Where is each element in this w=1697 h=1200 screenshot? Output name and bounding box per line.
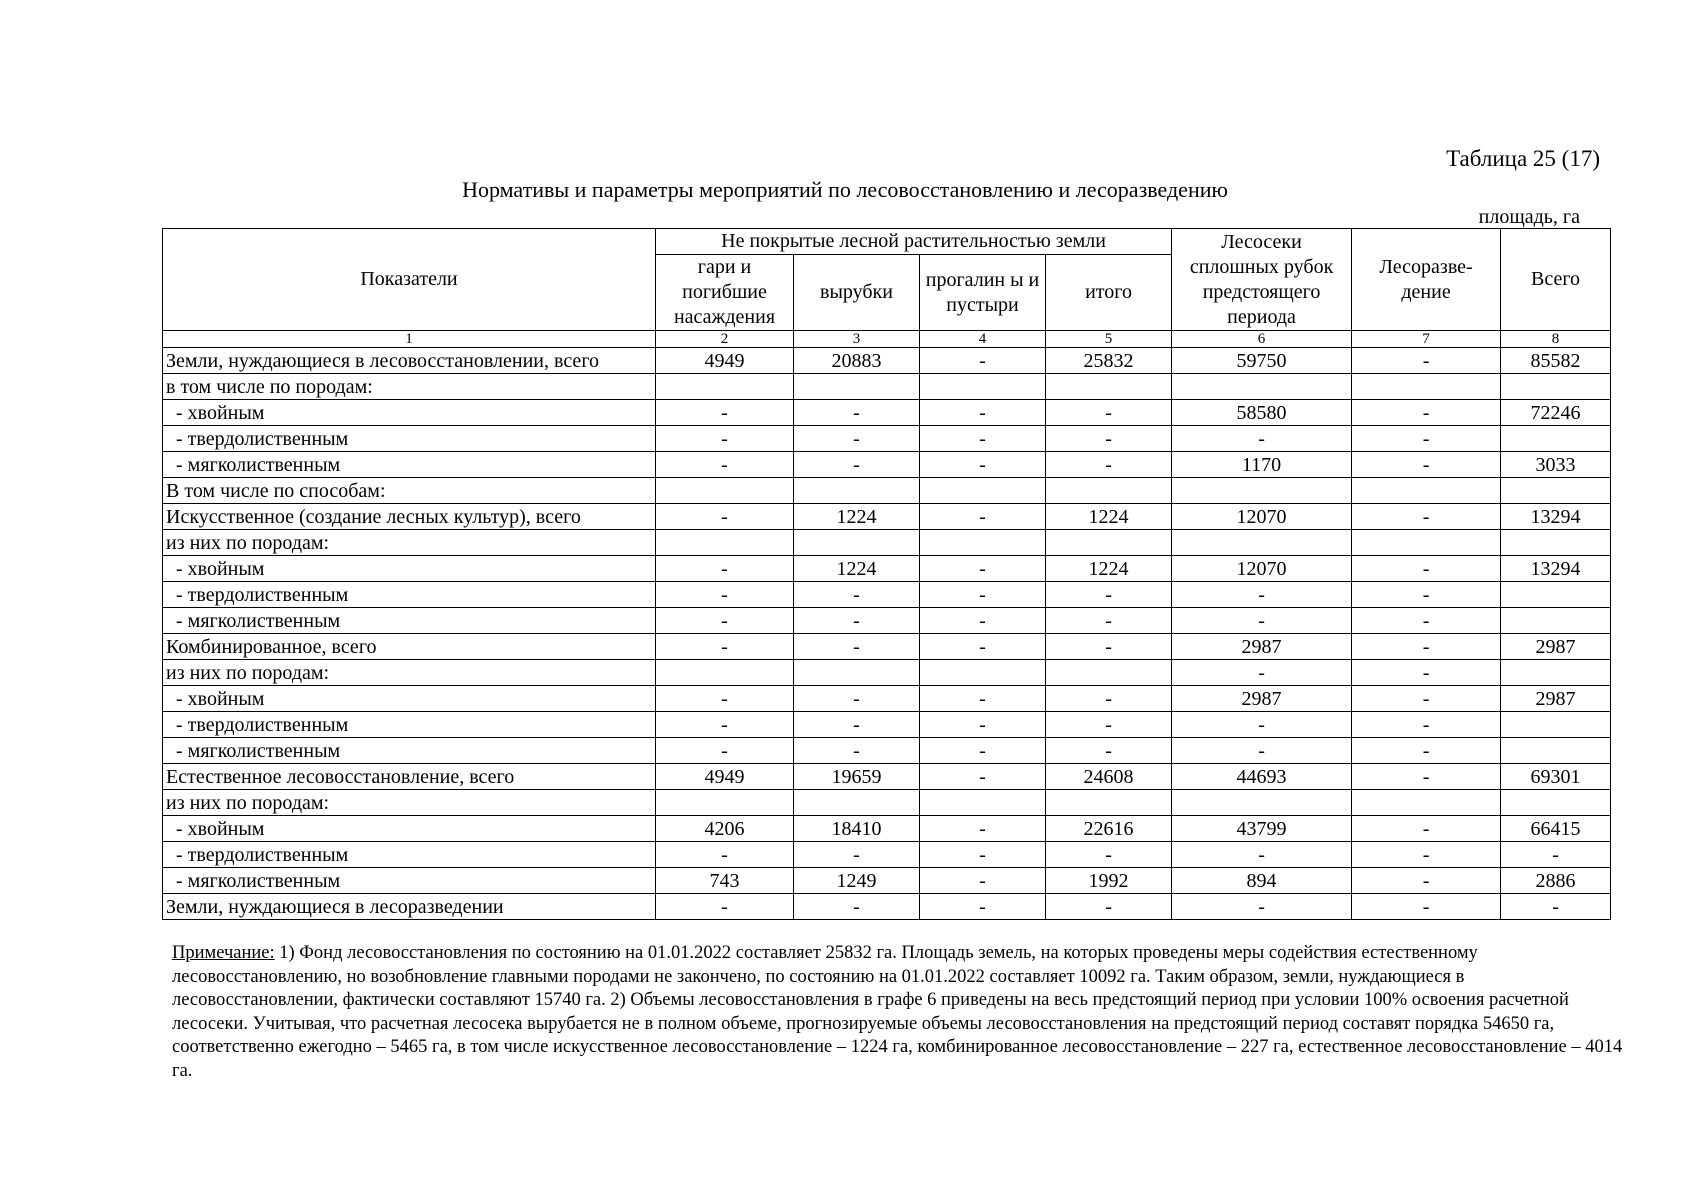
table-cell: -: [656, 608, 794, 634]
table-cell: 58580: [1172, 400, 1352, 426]
table-row: [163, 400, 1611, 426]
table-cell: [794, 478, 920, 504]
table-cell: -: [1352, 400, 1501, 426]
table-row: [163, 530, 1611, 556]
row-label: Земли, нуждающиеся в лесоразведении: [163, 894, 656, 920]
table-body: [163, 348, 1611, 920]
table-cell: -: [1352, 608, 1501, 634]
column-number-cell: 8: [1501, 331, 1611, 348]
table-cell: -: [656, 426, 794, 452]
table-row: [163, 686, 1611, 712]
table-cell: 2987: [1172, 634, 1352, 660]
table-cell: -: [1046, 452, 1172, 478]
table-cell: -: [794, 738, 920, 764]
table-cell: -: [656, 686, 794, 712]
table-row: [163, 764, 1611, 790]
table-cell: 1224: [1046, 556, 1172, 582]
table-cell: 2987: [1501, 686, 1611, 712]
header-subtotal: итого: [1046, 255, 1172, 331]
table-cell: -: [920, 400, 1046, 426]
table-cell: -: [920, 556, 1046, 582]
table-cell: 2987: [1501, 634, 1611, 660]
table-cell: -: [1501, 842, 1611, 868]
table-cell: -: [794, 712, 920, 738]
table-cell: [1172, 530, 1352, 556]
table-cell: [656, 478, 794, 504]
table-cell: -: [1352, 842, 1501, 868]
table-cell: -: [920, 426, 1046, 452]
table-cell: -: [1046, 582, 1172, 608]
table-cell: [656, 790, 794, 816]
header-total: Всего: [1501, 229, 1611, 331]
table-cell: 4949: [656, 764, 794, 790]
table-cell: [920, 374, 1046, 400]
table-cell: 894: [1172, 868, 1352, 894]
table-cell: -: [1352, 556, 1501, 582]
table-cell: -: [920, 634, 1046, 660]
row-label: - мягколиственным: [163, 452, 656, 478]
table-cell: [1501, 712, 1611, 738]
table-cell: 1170: [1172, 452, 1352, 478]
column-number-cell: 2: [656, 331, 794, 348]
row-label: - мягколиственным: [163, 608, 656, 634]
table-cell: [1501, 582, 1611, 608]
table-cell: 13294: [1501, 556, 1611, 582]
table-cell: 1249: [794, 868, 920, 894]
table-row: [163, 790, 1611, 816]
header-indicators: Показатели: [163, 229, 656, 331]
table-cell: [656, 530, 794, 556]
table-row: [163, 842, 1611, 868]
table-cell: -: [920, 504, 1046, 530]
row-label: - хвойным: [163, 816, 656, 842]
table-cell: 22616: [1046, 816, 1172, 842]
norms-table: [162, 228, 1611, 920]
table-cell: -: [1172, 738, 1352, 764]
table-cell: -: [656, 504, 794, 530]
table-row: [163, 712, 1611, 738]
table-cell: -: [920, 582, 1046, 608]
table-row: [163, 504, 1611, 530]
table-row: [163, 608, 1611, 634]
table-cell: -: [1046, 738, 1172, 764]
table-cell: -: [920, 816, 1046, 842]
table-row: [163, 894, 1611, 920]
table-cell: -: [1172, 660, 1352, 686]
table-cell: [794, 530, 920, 556]
row-label: из них по породам:: [163, 530, 656, 556]
table-cell: -: [1046, 686, 1172, 712]
table-cell: 59750: [1172, 348, 1352, 374]
table-cell: -: [656, 894, 794, 920]
table-row: [163, 634, 1611, 660]
table-cell: -: [656, 738, 794, 764]
table-cell: -: [656, 556, 794, 582]
table-cell: 43799: [1172, 816, 1352, 842]
header-glades: прогалин ы и пустыри: [920, 255, 1046, 331]
table-cell: -: [1352, 686, 1501, 712]
table-cell: [1501, 426, 1611, 452]
table-cell: [1046, 790, 1172, 816]
column-number-cell: 5: [1046, 331, 1172, 348]
footnote-text: 1) Фонд лесовосстановления по состоянию на 01.01.2022 составляет 25832 га. Площадь земель, на которых проведены меры содействия естественному лесовосстановлению, но возобновление главными породами не закончено, по состоянию на 01.01.2022 составляет 10092 га. Таким образом, земли, нуждающиеся в лесовосстановлении, фактически составляют 15740 га. 2) Объемы лесовосстановления в графе 6 приведены на весь предстоящий период при условии 100% освоения расчетной лесосеки. Учитывая, что расчетная лесосека вырубается не в полном объеме, прогнозируемые объемы лесовосстановления на предстоящий период составят порядка 54650 га, соответственно ежегодно – 5465 га, в том числе искусственное лесовосстановление – 1224 га, комбинированное лесовосстановление – 227 га, естественное лесовосстановление – 4014 га.: [172, 943, 1623, 1081]
table-cell: -: [794, 426, 920, 452]
table-cell: [794, 660, 920, 686]
table-cell: 1224: [1046, 504, 1172, 530]
table-cell: [920, 660, 1046, 686]
row-label: из них по породам:: [163, 790, 656, 816]
table-cell: [656, 660, 794, 686]
table-cell: [794, 374, 920, 400]
table-cell: -: [1046, 426, 1172, 452]
table-row: [163, 374, 1611, 400]
table-row: [163, 660, 1611, 686]
table-cell: -: [794, 608, 920, 634]
table-cell: 66415: [1501, 816, 1611, 842]
table-cell: -: [1172, 842, 1352, 868]
table-cell: 743: [656, 868, 794, 894]
row-label: - твердолиственным: [163, 426, 656, 452]
table-cell: -: [1172, 608, 1352, 634]
table-title: Нормативы и параметры мероприятий по лесовосстановлению и лесоразведению: [462, 177, 1228, 202]
header-afforestation: Лесоразве-дение: [1352, 229, 1501, 331]
table-cell: 69301: [1501, 764, 1611, 790]
table-cell: [1501, 790, 1611, 816]
row-label: Комбинированное, всего: [163, 634, 656, 660]
table-cell: 2886: [1501, 868, 1611, 894]
table-cell: [920, 790, 1046, 816]
table-cell: [1046, 660, 1172, 686]
table-cell: [1501, 660, 1611, 686]
table-row: [163, 452, 1611, 478]
row-label: В том числе по способам:: [163, 478, 656, 504]
table-cell: -: [1046, 634, 1172, 660]
table-cell: -: [920, 868, 1046, 894]
table-cell: -: [656, 400, 794, 426]
table-cell: -: [1172, 712, 1352, 738]
table-cell: 72246: [1501, 400, 1611, 426]
table-row: [163, 738, 1611, 764]
row-label: - твердолиственным: [163, 712, 656, 738]
table-cell: [1501, 374, 1611, 400]
table-cell: 4949: [656, 348, 794, 374]
table-cell: 25832: [1046, 348, 1172, 374]
table-cell: -: [1172, 426, 1352, 452]
table-row: [163, 348, 1611, 374]
table-cell: -: [1046, 400, 1172, 426]
table-cell: -: [1046, 842, 1172, 868]
row-label: Искусственное (создание лесных культур), всего: [163, 504, 656, 530]
table-cell: 24608: [1046, 764, 1172, 790]
table-cell: -: [794, 582, 920, 608]
table-cell: [794, 790, 920, 816]
table-row: [163, 816, 1611, 842]
table-cell: [1046, 530, 1172, 556]
table-cell: -: [794, 400, 920, 426]
table-cell: 1224: [794, 556, 920, 582]
table-cell: 19659: [794, 764, 920, 790]
table-cell: 2987: [1172, 686, 1352, 712]
column-number-cell: 3: [794, 331, 920, 348]
table-cell: [920, 478, 1046, 504]
table-cell: [1172, 478, 1352, 504]
table-cell: -: [920, 686, 1046, 712]
table-cell: -: [1501, 894, 1611, 920]
row-label: - твердолиственным: [163, 582, 656, 608]
table-cell: -: [794, 634, 920, 660]
column-number-cell: 7: [1352, 331, 1501, 348]
table-cell: 3033: [1501, 452, 1611, 478]
table-cell: -: [1352, 816, 1501, 842]
table-cell: [1046, 374, 1172, 400]
table-cell: -: [1046, 608, 1172, 634]
table-cell: -: [1046, 894, 1172, 920]
table-cell: -: [794, 842, 920, 868]
table-cell: -: [794, 452, 920, 478]
table-cell: -: [1352, 426, 1501, 452]
table-cell: 20883: [794, 348, 920, 374]
row-label: в том числе по породам:: [163, 374, 656, 400]
row-label: из них по породам:: [163, 660, 656, 686]
row-label: - твердолиственным: [163, 842, 656, 868]
table-cell: [1172, 374, 1352, 400]
table-cell: -: [1046, 712, 1172, 738]
column-number-cell: 6: [1172, 331, 1352, 348]
header-group-uncovered-lands: Не покрытые лесной растительностью земли: [656, 229, 1172, 255]
table-cell: -: [920, 712, 1046, 738]
table-cell: -: [1352, 634, 1501, 660]
footnote: [172, 942, 1630, 1083]
table-cell: -: [656, 842, 794, 868]
table-cell: -: [1352, 712, 1501, 738]
table-cell: [1352, 478, 1501, 504]
table-cell: -: [1352, 868, 1501, 894]
table-cell: [1352, 790, 1501, 816]
table-cell: -: [1172, 582, 1352, 608]
table-cell: 44693: [1172, 764, 1352, 790]
table-cell: [1501, 478, 1611, 504]
table-cell: -: [794, 686, 920, 712]
row-label: - хвойным: [163, 400, 656, 426]
table-cell: 1992: [1046, 868, 1172, 894]
table-cell: 18410: [794, 816, 920, 842]
table-cell: -: [1352, 582, 1501, 608]
table-cell: -: [920, 608, 1046, 634]
table-cell: -: [920, 738, 1046, 764]
table-cell: -: [1352, 764, 1501, 790]
table-cell: 85582: [1501, 348, 1611, 374]
row-label: - хвойным: [163, 686, 656, 712]
table-row: [163, 582, 1611, 608]
table-number-label: Таблица 25 (17): [1446, 146, 1600, 171]
column-number-row: [163, 331, 1611, 348]
table-cell: [656, 374, 794, 400]
column-number-cell: 4: [920, 331, 1046, 348]
table-cell: [1501, 738, 1611, 764]
table-row: [163, 478, 1611, 504]
table-row: [163, 868, 1611, 894]
table-cell: -: [920, 842, 1046, 868]
table-cell: -: [656, 452, 794, 478]
table-cell: [1046, 478, 1172, 504]
table-cell: -: [794, 894, 920, 920]
row-label: Естественное лесовосстановление, всего: [163, 764, 656, 790]
table-cell: -: [656, 582, 794, 608]
table-cell: -: [1352, 452, 1501, 478]
table-cell: 1224: [794, 504, 920, 530]
table-cell: [1172, 790, 1352, 816]
table-cell: -: [1172, 894, 1352, 920]
table-cell: 4206: [656, 816, 794, 842]
table-cell: 13294: [1501, 504, 1611, 530]
table-cell: [1352, 374, 1501, 400]
table-cell: -: [920, 764, 1046, 790]
header-cuttings: вырубки: [794, 255, 920, 331]
row-label: Земли, нуждающиеся в лесовосстановлении, всего: [163, 348, 656, 374]
unit-label: площадь, га: [1478, 206, 1580, 228]
header-burned-areas: гари и погибшие насаждения: [656, 255, 794, 331]
footnote-prefix: Примечание:: [172, 943, 275, 963]
table-cell: -: [1352, 894, 1501, 920]
header-clearcut-areas: Лесосеки сплошных рубок предстоящего периода: [1172, 229, 1352, 331]
table-cell: -: [1352, 348, 1501, 374]
table-row: [163, 556, 1611, 582]
table-cell: -: [656, 634, 794, 660]
table-cell: [1352, 530, 1501, 556]
table-cell: -: [1352, 738, 1501, 764]
table-cell: [1501, 530, 1611, 556]
table-cell: -: [1352, 504, 1501, 530]
table-cell: -: [920, 452, 1046, 478]
table-cell: 12070: [1172, 504, 1352, 530]
table-row: [163, 426, 1611, 452]
table-cell: -: [656, 712, 794, 738]
table-cell: 12070: [1172, 556, 1352, 582]
row-label: - мягколиственным: [163, 868, 656, 894]
table-cell: [1501, 608, 1611, 634]
table-cell: -: [1352, 660, 1501, 686]
table-cell: [920, 530, 1046, 556]
column-number-cell: 1: [163, 331, 656, 348]
table-cell: -: [920, 894, 1046, 920]
row-label: - мягколиственным: [163, 738, 656, 764]
table-cell: -: [920, 348, 1046, 374]
row-label: - хвойным: [163, 556, 656, 582]
